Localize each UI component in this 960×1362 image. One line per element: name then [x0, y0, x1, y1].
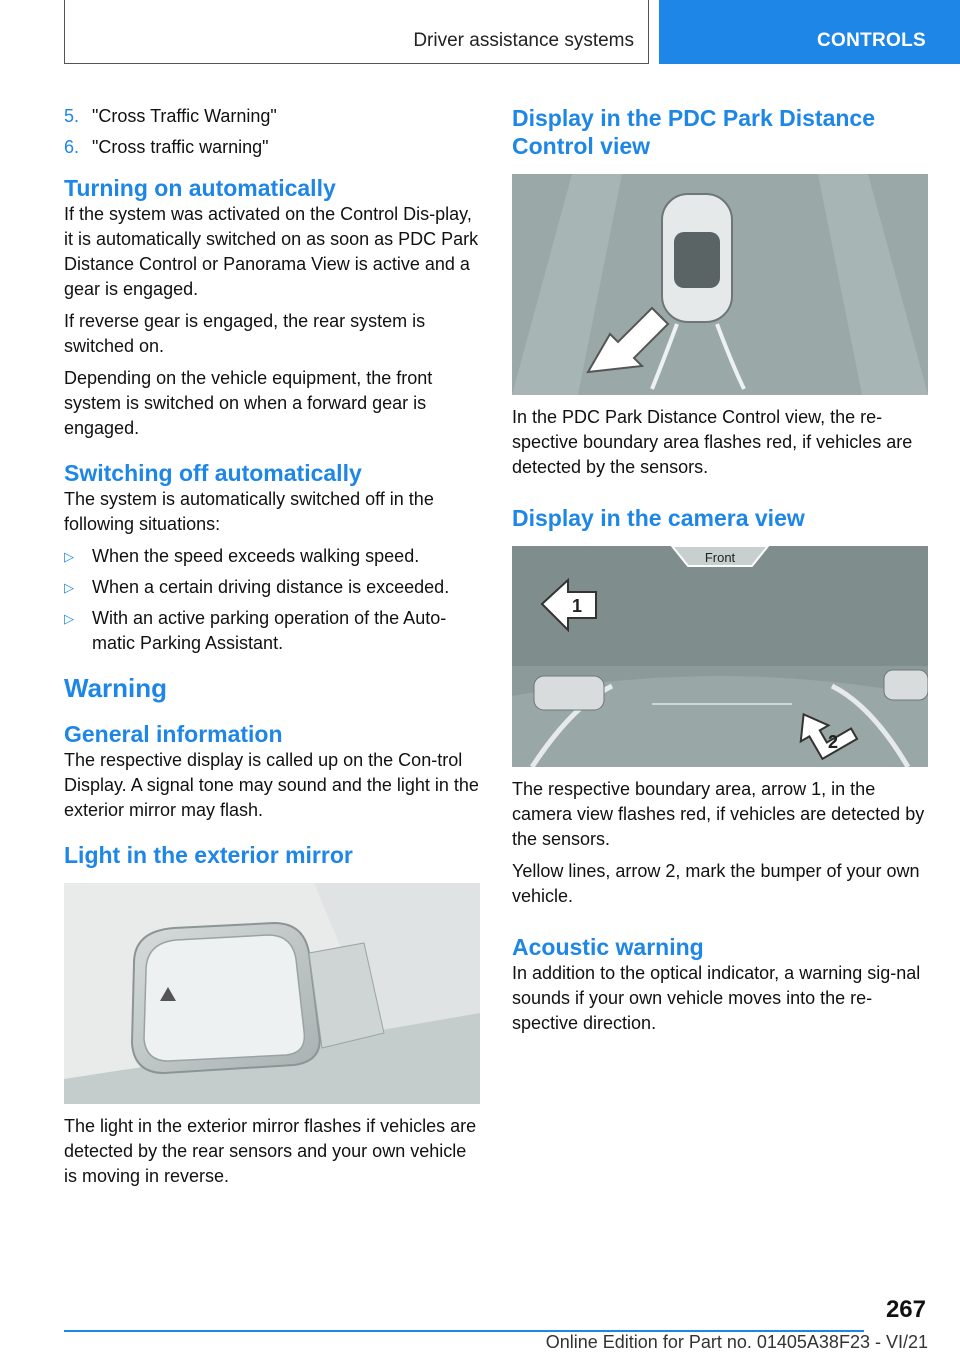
- header-section-title: Driver assistance systems: [413, 30, 634, 51]
- header-section-box: [64, 0, 649, 64]
- front-label: Front: [704, 550, 736, 565]
- bullet-text: When a certain driving distance is exceeded.: [92, 577, 450, 597]
- bullet-text: With an active parking operation of the Auto-matic Parking Assistant.: [92, 608, 447, 653]
- bullet-item: [64, 544, 480, 569]
- header-controls-tab: [659, 0, 960, 64]
- arrow-2-label: 2: [828, 732, 839, 752]
- heading-turning-on: Turning on automatically: [64, 175, 336, 201]
- figure-caption: In the PDC Park Distance Control view, the re-spective boundary area flashes red, if vehicles are detected by the sensors.: [512, 407, 913, 477]
- header-tab-label: CONTROLS: [816, 30, 926, 51]
- bullet-triangle-icon: ▷: [64, 580, 74, 595]
- bullet-item: [64, 575, 480, 600]
- heading-switching-off: Switching off automatically: [64, 460, 362, 486]
- heading-pdc-view: Display in the PDC Park Distance Control view: [512, 105, 876, 159]
- left-column: [64, 104, 480, 1196]
- paragraph: The system is automatically switched off in the following situations:: [64, 489, 434, 534]
- bullet-item: [64, 606, 480, 656]
- list-text: "Cross Traffic Warning": [92, 106, 277, 126]
- figure-caption: The light in the exterior mirror flashes if vehicles are detected by the rear sensors and your own vehicle is moving in reverse.: [64, 1116, 477, 1186]
- heading-general-information: General information: [64, 721, 283, 747]
- list-item: [64, 135, 480, 160]
- paragraph: Depending on the vehicle equipment, the front system is switched on when a forward gear is engaged.: [64, 368, 433, 438]
- paragraph: In addition to the optical indicator, a warning sig-nal sounds if your own vehicle moves into the re-spective direction.: [512, 963, 921, 1033]
- right-column: [512, 104, 928, 1043]
- list-text: "Cross traffic warning": [92, 137, 269, 157]
- heading-warning: Warning: [64, 673, 168, 703]
- page-footer: [64, 1330, 928, 1352]
- pdc-view-image: [512, 174, 928, 395]
- heading-acoustic-warning: Acoustic warning: [512, 934, 704, 960]
- edition-text: Online Edition for Part no. 01405A38F23 - VI/21: [545, 1332, 928, 1352]
- list-number: 6.: [64, 137, 80, 157]
- heading-camera-view: Display in the camera view: [512, 505, 805, 531]
- bullet-triangle-icon: ▷: [64, 611, 74, 626]
- camera-view-image: [512, 546, 928, 767]
- bullet-text: When the speed exceeds walking speed.: [92, 546, 420, 566]
- exterior-mirror-image: [64, 883, 480, 1104]
- figure-caption: The respective boundary area, arrow 1, in the camera view flashes red, if vehicles are detected by the sensors.: [512, 779, 925, 849]
- page-header: [0, 0, 960, 66]
- paragraph: If reverse gear is engaged, the rear system is switched on.: [64, 311, 426, 356]
- bullet-triangle-icon: ▷: [64, 549, 74, 564]
- heading-light-exterior-mirror: Light in the exterior mirror: [64, 842, 353, 868]
- paragraph: The respective display is called up on the Con-trol Display. A signal tone may sound and the light in the exterior mirror may flash.: [64, 750, 479, 820]
- arrow-1-label: 1: [572, 596, 583, 616]
- paragraph: If the system was activated on the Control Dis-play, it is automatically switched on as soon as PDC Park Distance Control or Panorama View is active and a gear is engaged.: [64, 204, 479, 299]
- list-item: [64, 104, 480, 129]
- list-number: 5.: [64, 106, 80, 126]
- paragraph: Yellow lines, arrow 2, mark the bumper of your own vehicle.: [512, 861, 920, 906]
- page-number: 267: [885, 1296, 926, 1323]
